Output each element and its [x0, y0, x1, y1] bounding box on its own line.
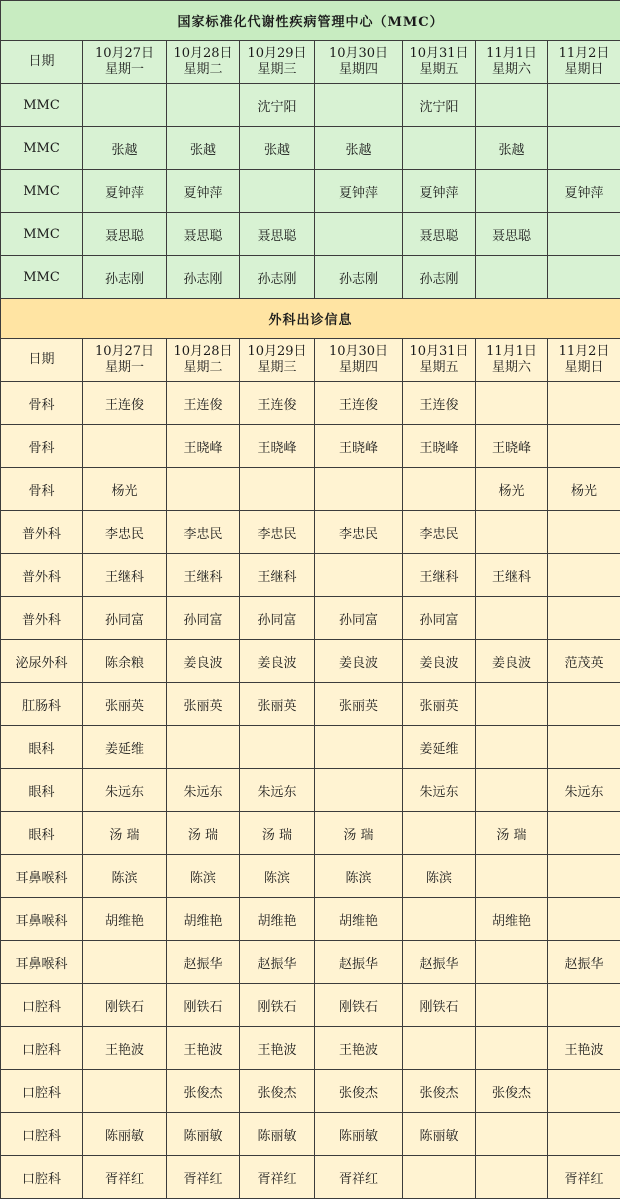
doctor-cell: 刚铁石 [167, 984, 240, 1027]
doctor-cell [548, 1113, 620, 1156]
doctor-cell: 胥祥红 [167, 1156, 240, 1199]
table-row [1, 726, 620, 769]
day-date: 10月31日 [409, 344, 469, 359]
doctor-cell: 陈丽敏 [240, 1113, 315, 1156]
doctor-cell: 张俊杰 [476, 1070, 548, 1113]
doctor-cell [476, 769, 548, 812]
day-header [83, 41, 167, 84]
doctor-cell [476, 597, 548, 640]
doctor-cell: 王艳波 [83, 1027, 167, 1070]
date-column-header: 日期 [1, 41, 83, 84]
day-date: 11月1日 [486, 46, 537, 61]
day-weekday: 星期二 [183, 360, 223, 375]
day-date: 10月29日 [247, 344, 307, 359]
doctor-cell: 李忠民 [240, 511, 315, 554]
doctor-cell [476, 941, 548, 984]
doctor-cell: 陈余粮 [83, 640, 167, 683]
doctor-cell: 刚铁石 [315, 984, 403, 1027]
doctor-cell [548, 511, 620, 554]
doctor-cell [83, 425, 167, 468]
day-header [476, 339, 548, 382]
table-row [1, 170, 620, 213]
doctor-cell: 赵振华 [167, 941, 240, 984]
doctor-cell: 孙志刚 [83, 256, 167, 299]
doctor-cell: 王连俊 [167, 382, 240, 425]
doctor-cell: 李忠民 [167, 511, 240, 554]
doctor-cell: 陈丽敏 [83, 1113, 167, 1156]
table-row [1, 213, 620, 256]
doctor-cell: 王晓峰 [240, 425, 315, 468]
table-row [1, 769, 620, 812]
table-row [1, 640, 620, 683]
doctor-cell: 王继科 [240, 554, 315, 597]
department-cell: 骨科 [1, 425, 83, 468]
doctor-cell: 姜延维 [83, 726, 167, 769]
department-cell: 耳鼻喉科 [1, 941, 83, 984]
doctor-cell [167, 468, 240, 511]
doctor-cell: 赵振华 [548, 941, 620, 984]
day-header [548, 41, 620, 84]
table-row [1, 425, 620, 468]
day-weekday: 星期三 [257, 62, 297, 77]
doctor-cell: 张越 [167, 127, 240, 170]
doctor-cell: 陈丽敏 [167, 1113, 240, 1156]
table-row [1, 84, 620, 127]
doctor-cell: 张丽英 [167, 683, 240, 726]
day-date: 10月28日 [173, 46, 233, 61]
table-row [1, 855, 620, 898]
surgery-title: 外科出诊信息 [1, 299, 620, 339]
doctor-cell [403, 468, 476, 511]
doctor-cell: 赵振华 [315, 941, 403, 984]
department-cell: 口腔科 [1, 1113, 83, 1156]
doctor-cell: 聂思聪 [240, 213, 315, 256]
doctor-cell: 张俊杰 [403, 1070, 476, 1113]
doctor-cell: 陈滨 [240, 855, 315, 898]
doctor-cell: 陈滨 [83, 855, 167, 898]
day-header [315, 339, 403, 382]
mmc-title-row [1, 1, 620, 41]
doctor-cell [548, 382, 620, 425]
doctor-cell [548, 425, 620, 468]
doctor-cell: 胡维艳 [315, 898, 403, 941]
doctor-cell [548, 1070, 620, 1113]
doctor-cell: 王艳波 [167, 1027, 240, 1070]
doctor-cell [476, 256, 548, 299]
doctor-cell: 王艳波 [315, 1027, 403, 1070]
doctor-cell: 李忠民 [315, 511, 403, 554]
doctor-cell: 陈滨 [167, 855, 240, 898]
doctor-cell: 汤 瑞 [476, 812, 548, 855]
table-row [1, 984, 620, 1027]
department-cell: 普外科 [1, 597, 83, 640]
doctor-cell [476, 1156, 548, 1199]
table-row [1, 683, 620, 726]
day-header [403, 339, 476, 382]
doctor-cell: 孙志刚 [403, 256, 476, 299]
department-cell: 泌尿外科 [1, 640, 83, 683]
doctor-cell: 汤 瑞 [240, 812, 315, 855]
doctor-cell: 孙志刚 [315, 256, 403, 299]
doctor-cell: 张丽英 [83, 683, 167, 726]
department-cell: MMC [1, 84, 83, 127]
doctor-cell: 王艳波 [548, 1027, 620, 1070]
doctor-cell: 汤 瑞 [167, 812, 240, 855]
doctor-cell: 孙同富 [403, 597, 476, 640]
doctor-cell: 王晓峰 [167, 425, 240, 468]
day-weekday: 星期二 [183, 62, 223, 77]
doctor-cell: 王连俊 [315, 382, 403, 425]
day-header [476, 41, 548, 84]
day-weekday: 星期五 [419, 360, 459, 375]
doctor-cell: 陈滨 [403, 855, 476, 898]
day-date: 10月30日 [328, 46, 389, 61]
department-cell: 耳鼻喉科 [1, 898, 83, 941]
day-weekday: 星期一 [104, 360, 144, 375]
doctor-cell: 王继科 [167, 554, 240, 597]
doctor-cell: 孙志刚 [240, 256, 315, 299]
doctor-cell: 夏钟萍 [548, 170, 620, 213]
table-row [1, 554, 620, 597]
doctor-cell [403, 898, 476, 941]
day-header [548, 339, 620, 382]
doctor-cell [548, 855, 620, 898]
table-row [1, 382, 620, 425]
doctor-cell [476, 1113, 548, 1156]
department-cell: MMC [1, 127, 83, 170]
department-cell: 眼科 [1, 769, 83, 812]
day-date: 11月2日 [558, 46, 610, 61]
doctor-cell: 范茂英 [548, 640, 620, 683]
table-row [1, 898, 620, 941]
doctor-cell [315, 769, 403, 812]
doctor-cell: 张越 [83, 127, 167, 170]
doctor-cell: 李忠民 [83, 511, 167, 554]
doctor-cell: 聂思聪 [403, 213, 476, 256]
doctor-cell [315, 554, 403, 597]
doctor-cell: 孙同富 [315, 597, 403, 640]
department-cell: 口腔科 [1, 1070, 83, 1113]
doctor-cell [403, 1027, 476, 1070]
doctor-cell: 孙志刚 [167, 256, 240, 299]
table-row [1, 127, 620, 170]
table-row [1, 597, 620, 640]
doctor-cell: 王晓峰 [403, 425, 476, 468]
doctor-cell [548, 213, 620, 256]
doctor-cell [476, 84, 548, 127]
department-cell: 普外科 [1, 554, 83, 597]
doctor-cell: 王连俊 [240, 382, 315, 425]
day-date: 10月29日 [247, 46, 307, 61]
doctor-cell: 赵振华 [403, 941, 476, 984]
day-weekday: 星期日 [564, 360, 604, 375]
doctor-cell: 胥祥红 [240, 1156, 315, 1199]
doctor-cell: 刚铁石 [403, 984, 476, 1027]
doctor-cell: 王继科 [83, 554, 167, 597]
day-date: 11月1日 [486, 344, 537, 359]
doctor-cell: 张俊杰 [167, 1070, 240, 1113]
doctor-cell [548, 683, 620, 726]
doctor-cell: 朱远东 [548, 769, 620, 812]
doctor-cell: 沈宁阳 [403, 84, 476, 127]
day-date: 10月31日 [409, 46, 469, 61]
day-date: 11月2日 [558, 344, 610, 359]
department-cell: 普外科 [1, 511, 83, 554]
doctor-cell: 汤 瑞 [83, 812, 167, 855]
day-header [403, 41, 476, 84]
doctor-cell: 王继科 [403, 554, 476, 597]
doctor-cell: 汤 瑞 [315, 812, 403, 855]
doctor-cell [315, 213, 403, 256]
doctor-cell: 张丽英 [240, 683, 315, 726]
day-header [315, 41, 403, 84]
doctor-cell: 聂思聪 [83, 213, 167, 256]
doctor-cell [315, 726, 403, 769]
doctor-cell: 王连俊 [403, 382, 476, 425]
doctor-cell [548, 597, 620, 640]
doctor-cell: 王连俊 [83, 382, 167, 425]
doctor-cell: 胥祥红 [548, 1156, 620, 1199]
department-cell: 耳鼻喉科 [1, 855, 83, 898]
doctor-cell [476, 170, 548, 213]
department-cell: 口腔科 [1, 1156, 83, 1199]
doctor-cell: 姜良波 [240, 640, 315, 683]
day-date: 10月27日 [94, 46, 155, 61]
day-weekday: 星期六 [491, 360, 531, 375]
doctor-cell: 王艳波 [240, 1027, 315, 1070]
date-column-header: 日期 [1, 339, 83, 382]
day-date: 10月30日 [328, 344, 389, 359]
surgery-header-row [1, 339, 620, 382]
day-header [83, 339, 167, 382]
doctor-cell: 夏钟萍 [315, 170, 403, 213]
doctor-cell: 王晓峰 [315, 425, 403, 468]
doctor-cell: 朱远东 [403, 769, 476, 812]
surgery-section [1, 299, 620, 1199]
doctor-cell [403, 812, 476, 855]
doctor-cell: 王晓峰 [476, 425, 548, 468]
doctor-cell: 胥祥红 [83, 1156, 167, 1199]
doctor-cell: 胥祥红 [315, 1156, 403, 1199]
doctor-cell: 张俊杰 [240, 1070, 315, 1113]
day-date: 10月27日 [94, 344, 155, 359]
doctor-cell: 胡维艳 [167, 898, 240, 941]
table-row [1, 468, 620, 511]
doctor-cell: 姜良波 [476, 640, 548, 683]
doctor-cell [476, 511, 548, 554]
doctor-cell: 张丽英 [403, 683, 476, 726]
day-date: 10月28日 [173, 344, 233, 359]
department-cell: 骨科 [1, 382, 83, 425]
doctor-cell [315, 84, 403, 127]
doctor-cell: 陈丽敏 [315, 1113, 403, 1156]
doctor-cell: 夏钟萍 [83, 170, 167, 213]
doctor-cell: 姜延维 [403, 726, 476, 769]
table-row [1, 256, 620, 299]
mmc-section [1, 1, 620, 299]
doctor-cell [476, 984, 548, 1027]
doctor-cell: 姜良波 [315, 640, 403, 683]
department-cell: MMC [1, 256, 83, 299]
doctor-cell: 陈滨 [315, 855, 403, 898]
surgery-title-row [1, 299, 620, 339]
table-row [1, 1027, 620, 1070]
doctor-cell: 胡维艳 [83, 898, 167, 941]
department-cell: 眼科 [1, 726, 83, 769]
doctor-cell: 杨光 [548, 468, 620, 511]
doctor-cell: 孙同富 [240, 597, 315, 640]
doctor-cell: 刚铁石 [240, 984, 315, 1027]
doctor-cell [548, 984, 620, 1027]
doctor-cell: 杨光 [476, 468, 548, 511]
department-cell: 眼科 [1, 812, 83, 855]
day-weekday: 星期四 [338, 62, 378, 77]
doctor-cell: 夏钟萍 [403, 170, 476, 213]
doctor-cell [548, 726, 620, 769]
doctor-cell [240, 468, 315, 511]
doctor-cell: 聂思聪 [167, 213, 240, 256]
doctor-cell: 胡维艳 [240, 898, 315, 941]
day-header [167, 41, 240, 84]
department-cell: 口腔科 [1, 984, 83, 1027]
doctor-cell: 王继科 [476, 554, 548, 597]
doctor-cell [548, 84, 620, 127]
doctor-cell [548, 256, 620, 299]
doctor-cell [83, 1070, 167, 1113]
doctor-cell: 孙同富 [167, 597, 240, 640]
doctor-cell: 李忠民 [403, 511, 476, 554]
doctor-cell [83, 941, 167, 984]
department-cell: 肛肠科 [1, 683, 83, 726]
department-cell: MMC [1, 213, 83, 256]
doctor-cell [240, 726, 315, 769]
doctor-cell: 朱远东 [240, 769, 315, 812]
doctor-cell: 陈丽敏 [403, 1113, 476, 1156]
table-row [1, 812, 620, 855]
doctor-cell: 朱远东 [83, 769, 167, 812]
doctor-cell [476, 382, 548, 425]
day-header [167, 339, 240, 382]
doctor-cell [548, 127, 620, 170]
doctor-cell: 姜良波 [403, 640, 476, 683]
doctor-cell [476, 855, 548, 898]
doctor-cell [315, 468, 403, 511]
department-cell: MMC [1, 170, 83, 213]
mmc-header-row [1, 41, 620, 84]
doctor-cell: 刚铁石 [83, 984, 167, 1027]
doctor-cell [476, 683, 548, 726]
table-row [1, 1156, 620, 1199]
mmc-title: 国家标准化代谢性疾病管理中心（MMC） [1, 1, 620, 41]
day-weekday: 星期六 [491, 62, 531, 77]
day-weekday: 星期四 [338, 360, 378, 375]
doctor-cell [83, 84, 167, 127]
doctor-cell: 沈宁阳 [240, 84, 315, 127]
day-weekday: 星期一 [104, 62, 144, 77]
doctor-cell: 胡维艳 [476, 898, 548, 941]
day-weekday: 星期三 [257, 360, 297, 375]
doctor-cell: 张俊杰 [315, 1070, 403, 1113]
day-header [240, 339, 315, 382]
doctor-cell [548, 554, 620, 597]
department-cell: 骨科 [1, 468, 83, 511]
table-row [1, 1070, 620, 1113]
table-row [1, 1113, 620, 1156]
doctor-cell: 张越 [315, 127, 403, 170]
table-row [1, 941, 620, 984]
table-row [1, 511, 620, 554]
doctor-cell [167, 726, 240, 769]
doctor-cell: 赵振华 [240, 941, 315, 984]
doctor-cell: 孙同富 [83, 597, 167, 640]
doctor-cell: 朱远东 [167, 769, 240, 812]
doctor-cell: 张越 [240, 127, 315, 170]
doctor-cell [476, 1027, 548, 1070]
doctor-cell [548, 812, 620, 855]
doctor-cell [240, 170, 315, 213]
doctor-cell [476, 726, 548, 769]
doctor-cell: 张越 [476, 127, 548, 170]
doctor-cell: 姜良波 [167, 640, 240, 683]
day-weekday: 星期五 [419, 62, 459, 77]
doctor-cell: 杨光 [83, 468, 167, 511]
department-cell: 口腔科 [1, 1027, 83, 1070]
doctor-cell: 夏钟萍 [167, 170, 240, 213]
doctor-cell [403, 1156, 476, 1199]
day-weekday: 星期日 [564, 62, 604, 77]
doctor-cell [167, 84, 240, 127]
doctor-cell [548, 898, 620, 941]
doctor-cell: 聂思聪 [476, 213, 548, 256]
doctor-cell [403, 127, 476, 170]
doctor-cell: 张丽英 [315, 683, 403, 726]
day-header [240, 41, 315, 84]
